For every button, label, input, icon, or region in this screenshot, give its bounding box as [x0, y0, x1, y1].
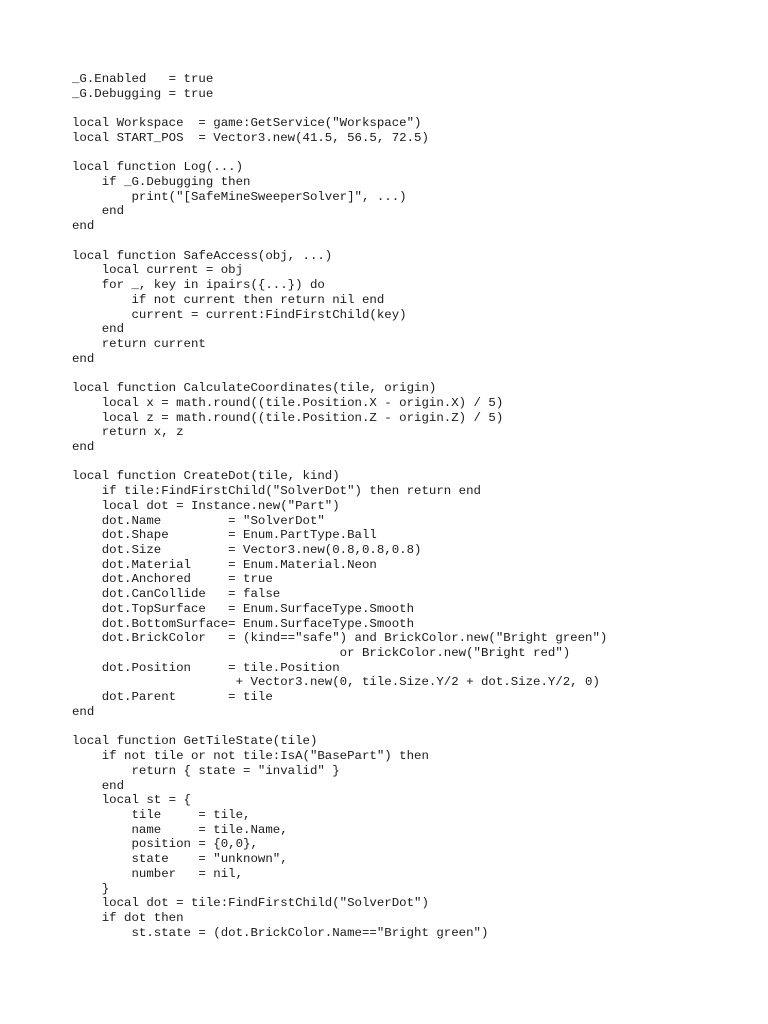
code-line: local st = {: [72, 793, 191, 808]
code-line: _G.Debugging = true: [72, 86, 214, 101]
code-line: return current: [72, 336, 206, 351]
code-line: end: [72, 204, 125, 219]
code-line: dot.BottomSurface= Enum.SurfaceType.Smooth: [72, 616, 415, 631]
code-line: name = tile.Name,: [72, 822, 288, 837]
code-line: end: [72, 351, 95, 366]
code-line: local function CreateDot(tile, kind): [72, 469, 340, 484]
code-line: dot.Anchored = true: [72, 572, 273, 587]
code-line: state = "unknown",: [72, 852, 288, 867]
code-line: print("[SafeMineSweeperSolver]", ...): [72, 189, 407, 204]
code-line: [72, 720, 607, 735]
code-line: end: [72, 219, 95, 234]
code-line: local function CalculateCoordinates(tile, origin): [72, 381, 437, 396]
code-line: return { state = "invalid" }: [72, 763, 340, 778]
code-line: position = {0,0},: [72, 837, 258, 852]
code-line: local z = math.round((tile.Position.Z - origin.Z) / 5): [72, 410, 504, 425]
code-line: end: [72, 322, 125, 337]
code-line: local dot = Instance.new("Part"): [72, 498, 340, 513]
code-line: if not current then return nil end: [72, 292, 385, 307]
code-line: dot.Name = "SolverDot": [72, 513, 325, 528]
code-line: if not tile or not tile:IsA("BasePart") then: [72, 749, 429, 764]
code-line: or BrickColor.new("Bright red"): [72, 646, 571, 661]
code-line: [72, 234, 607, 249]
code-line: _G.Enabled = true: [72, 72, 214, 86]
code-line: if _G.Debugging then: [72, 175, 251, 190]
code-line: dot.CanCollide = false: [72, 587, 281, 602]
code-line: dot.Position = tile.Position: [72, 660, 340, 675]
code-line: number = nil,: [72, 866, 244, 881]
code-line: end: [72, 439, 95, 454]
code-line: end: [72, 778, 125, 793]
code-line: st.state = (dot.BrickColor.Name=="Bright green"): [72, 925, 489, 940]
code-line: local Workspace = game:GetService("Workspace"): [72, 116, 422, 131]
code-line: local function Log(...): [72, 160, 244, 175]
code-line: local x = math.round((tile.Position.X - origin.X) / 5): [72, 395, 504, 410]
code-line: if tile:FindFirstChild("SolverDot") then return end: [72, 484, 481, 499]
code-line: current = current:FindFirstChild(key): [72, 307, 407, 322]
code-line: [72, 146, 607, 161]
code-line: return x, z: [72, 425, 184, 440]
code-line: + Vector3.new(0, tile.Size.Y/2 + dot.Size.Y/2, 0): [72, 675, 600, 690]
code-line: dot.Material = Enum.Material.Neon: [72, 557, 377, 572]
code-line: end: [72, 704, 95, 719]
code-line: [72, 366, 607, 381]
code-line: [72, 455, 607, 470]
code-line: }: [72, 881, 110, 896]
code-line: dot.Parent = tile: [72, 690, 273, 705]
code-line: dot.Size = Vector3.new(0.8,0.8,0.8): [72, 543, 422, 557]
code-line: local function GetTileState(tile): [72, 734, 318, 749]
code-line: local current = obj: [72, 263, 244, 278]
code-line: [72, 101, 607, 116]
code-line: dot.Shape = Enum.PartType.Ball: [72, 528, 377, 543]
code-line: dot.TopSurface = Enum.SurfaceType.Smooth: [72, 601, 415, 616]
code-listing: [72, 72, 607, 940]
code-line: dot.BrickColor = (kind=="safe") and BrickColor.new("Bright green"): [72, 631, 608, 646]
code-line: local function SafeAccess(obj, ...): [72, 248, 333, 263]
code-line: tile = tile,: [72, 807, 251, 822]
code-line: for _, key in ipairs({...}) do: [72, 278, 325, 293]
code-line: local START_POS = Vector3.new(41.5, 56.5, 72.5): [72, 130, 429, 145]
code-line: if dot then: [72, 910, 184, 925]
code-line: local dot = tile:FindFirstChild("SolverDot"): [72, 896, 429, 911]
